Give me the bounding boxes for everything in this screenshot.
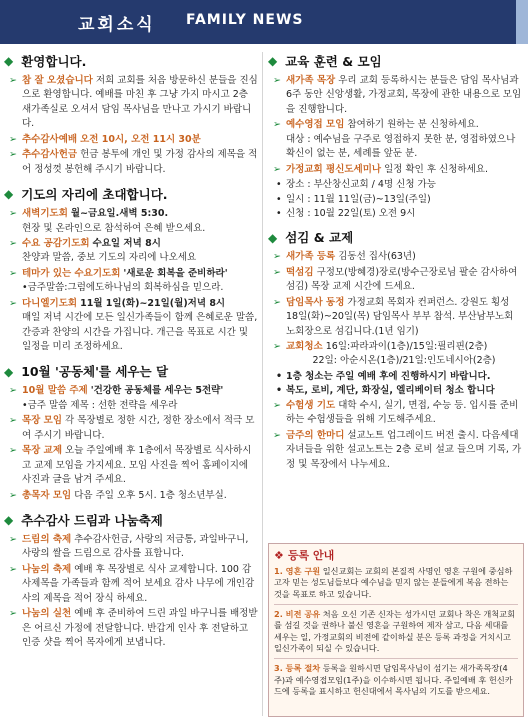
registration-paragraph: 3. 등록 절차 등록을 원하시면 담임목사님이 섬기는 새가족목장(4주)과 예수영접모임(1주)을 이수하시면 됩니다. 주일예배 후 헌신카드에 등록을 표시하고 헌신대에서 목사님의 기도를 받으세요. [274,663,513,696]
list-item: ➢ 추수감사예배 오전 10시, 오전 11시 30분 [4,133,258,147]
arrow-icon: ➢ [273,399,281,411]
arrow-icon: ➢ [9,297,17,309]
registration-title: ❖ 등록 안내 [274,549,335,562]
seminar-detail: • 신청 : 10월 22일(토) 오전 9시 [268,207,522,221]
arrow-icon: ➢ [9,445,17,457]
left-column [4,50,258,651]
section-welcome-title: ◆ 환영합니다. [4,54,87,69]
arrow-icon: ➢ [273,251,281,263]
arrow-icon: ➢ [273,75,281,86]
list-item: ➢ 새벽기도회 월~금요일.새벽 5:30. 현장 및 온라인으로 참석하여 은혜 받으세요. [9,208,206,234]
registration-notice [268,543,524,717]
arrow-icon: ➢ [9,563,17,575]
list-item: ➢ 담임목사 동정 가정교회 목회자 컨퍼런스. 강원도 횡성 18일(화)~20일(목) 담임목사 부부 참석. 부산남부노회 노회장으로 섬깁니다.(1년 임기) [273,296,514,337]
section-community-title: ◆ 10월 '공동체'를 세우는 달 [4,364,169,380]
list-item: ➢ 새가족 등록 김동선 집사(63년) [268,250,522,264]
registration-paragraph: 1. 영혼 구원 일신교회는 교회의 본질적 사명인 영혼 구원에 중심하고자 믿는 성도님들보다 예수님을 믿지 않는 분들에게 복음 전하는 것을 목표로 하고 있습니다. [274,566,513,599]
list-item: ➢ 나눔의 실천 예배 후 준비하여 드린 과일 바구니를 배정받은 어르신 가정에 전달합니다. 반갑게 인사 후 전달하고 인증 샷을 찍어 목자에게 보냅니다. [9,608,258,648]
diamond-icon: ◆ [4,54,14,69]
header-accent [516,0,528,44]
arrow-icon: ➢ [273,163,281,175]
list-item: ➢ 교회청소 16일:파라과이(1층)/15일:필리핀(2층) 22일: 아순시온(1층)/21일:인도네시아(2층) [273,341,496,367]
list-item: ➢ 목장 모임 각 목장별로 정한 시간, 정한 장소에서 적극 모여 주시기 바랍니다. [9,415,255,441]
arrow-icon: ➢ [273,429,281,441]
page-title: 교회소식 [78,15,156,35]
arrow-icon: ➢ [273,341,281,352]
arrow-icon: ➢ [9,133,17,145]
list-item: ➢ 참 잘 오셨습니다 저희 교회를 처음 방문하신 분들을 진심으로 환영합니다. 예배를 마친 후 그냥 가지 마시고 2층 새가족실로 오셔서 담임 목사님을 만나고 가시기 바랍니다. [9,75,258,130]
registration-paragraph: 2. 비전 공유 처음 오신 기존 신자는 성가시던 교회나 착은 개척교회를 섬길 것을 권하나 불신 영혼을 구원하여 제자 삼고, 다음 세대를 세우는 일, 가정교회의 비전에 같이하실 분은 등록 과정을 거치시고 일신가족이 되실 수 있습니다. [274,609,515,654]
seminar-detail: • 장소 : 부산창신교회 / 4명 신청 가능 [268,178,522,192]
arrow-icon: ➢ [9,149,17,161]
list-item: ➢ 총목자 모임 다음 주일 오후 5시. 1층 청소년부실. [4,489,258,503]
arrow-icon: ➢ [9,608,17,620]
list-item: ➢ 나눔의 축제 예배 후 목장별로 식사 교제합니다. 100 감사제목을 가족들과 함께 적어 보세요 감사 나무에 개인감사의 제목을 적어 장식 하세요. [9,563,255,604]
list-item: ➢ 추수감사헌금 헌금 봉투에 개인 및 가정 감사의 제목을 적어 정성껏 봉헌해 주시기 바랍니다. [9,149,258,175]
divider [274,604,518,605]
cleaning-note: • 1층 청소는 주일 예배 후에 진행하시기 바랍니다. [268,370,522,384]
divider [274,658,518,659]
arrow-icon: ➢ [9,267,17,279]
list-item: ➢ 수험생 기도 대학 수시, 실기, 면접, 수능 등. 입시를 준비하는 수험생들을 위해 기도해주세요. [273,399,519,426]
list-item: ➢ 금주의 한마디 설교노트 업그레이드 버전 출시. 다음세대 자녀들을 위한 설교노트는 2층 로비 설교 들으며 기록, 가정 및 목장에서 나누세요. [273,429,522,470]
diamond-icon: ◆ [268,230,278,245]
list-item: ➢ 떡섬김 구정모(방혜경)장로(방수근장로님 팔순 감사하여 섬김) 목장 교제 시간에 드세요. [273,266,518,293]
section-education-title: ◆ 교육 훈련 & 모임 [268,54,382,69]
column-divider [262,52,263,716]
page-subtitle: FAMILY NEWS [186,12,304,28]
list-item: ➢ 10월 말씀 주제 '건강한 공동체를 세우는 5전략' •금주 말씀 제목 : 선한 전략을 세우라 [9,385,224,411]
arrow-icon: ➢ [9,75,17,86]
section-prayer-title: ◆ 기도의 자리에 초대합니다. [4,187,168,203]
section-fellowship-title: ◆ 섬김 & 교제 [268,230,354,246]
list-item: ➢ 새가족 목장 우리 교회 등록하시는 분들은 담임 목사님과 6주 동안 신앙생활, 가정교회, 목장에 관한 내용으로 모임을 진행합니다. [273,75,522,115]
arrow-icon: ➢ [9,533,17,545]
section-thanks-title: ◆ 추수감사 드림과 나눔축제 [4,512,163,528]
diamond-icon: ◆ [4,187,14,202]
arrow-icon: ➢ [273,296,281,308]
arrow-icon: ➢ [9,208,17,220]
page-header [0,0,528,44]
arrow-icon: ➢ [9,415,17,427]
list-item: ➢ 드림의 축제 추수감사헌금, 사랑의 저금통, 과일바구니, 사랑의 쌀을 드림으로 감사를 표합니다. [9,533,249,560]
right-column [268,50,522,473]
seminar-detail: • 일시 : 11월 11일(금)~13일(주일) [268,193,522,207]
diamond-icon: ◆ [268,54,278,69]
arrow-icon: ➢ [9,489,17,501]
arrow-icon: ➢ [9,237,17,249]
arrow-icon: ➢ [9,385,17,397]
diamond-icon: ◆ [4,513,14,528]
list-item: ➢ 예수영접 모임 참여하기 원하는 분 신청하세요. 대상 : 예수님을 구주로 영접하지 못한 분, 영접하였으나 확신이 없는 분, 세례를 앞둔 분. [273,119,516,160]
list-item: ➢ 수요 공감기도회 수요일 저녁 8시 찬양과 말씀, 중보 기도의 자리에 나오세요 [9,237,197,264]
arrow-icon: ➢ [273,119,281,131]
cleaning-note: • 복도, 로비, 계단, 화장실, 엘리베이터 청소 합니다 [268,384,522,398]
list-item: ➢ 목장 교제 오늘 주일예배 후 1층에서 목장별로 식사하시고 교제 모임을 가지세요. 모임 사진을 찍어 홈페이지에 사진과 글을 남겨 주세요. [9,445,252,486]
list-item: ➢ 가정교회 평신도세미나 일정 확인 후 신청하세요. [268,163,522,177]
list-item: ➢ 테마가 있는 수요기도회 '새로운 회복을 준비하라' •금주말씀:그럼에도하나님의 회복하심을 믿으라. [9,267,228,294]
diamond-icon: ◆ [4,364,14,379]
arrow-icon: ➢ [273,266,281,278]
diamond-icon: ❖ [274,549,284,562]
list-item: ➢ 다니엘기도회 11월 1일(화)~21일(월)저녁 8시 매일 저녁 시간에 모든 일신가족들이 함께 은혜로운 말씀, 간증과 찬양의 시간을 가집니다. 개근을 목표로 시간 및 일정을 미리 조정하세요. [9,297,258,352]
